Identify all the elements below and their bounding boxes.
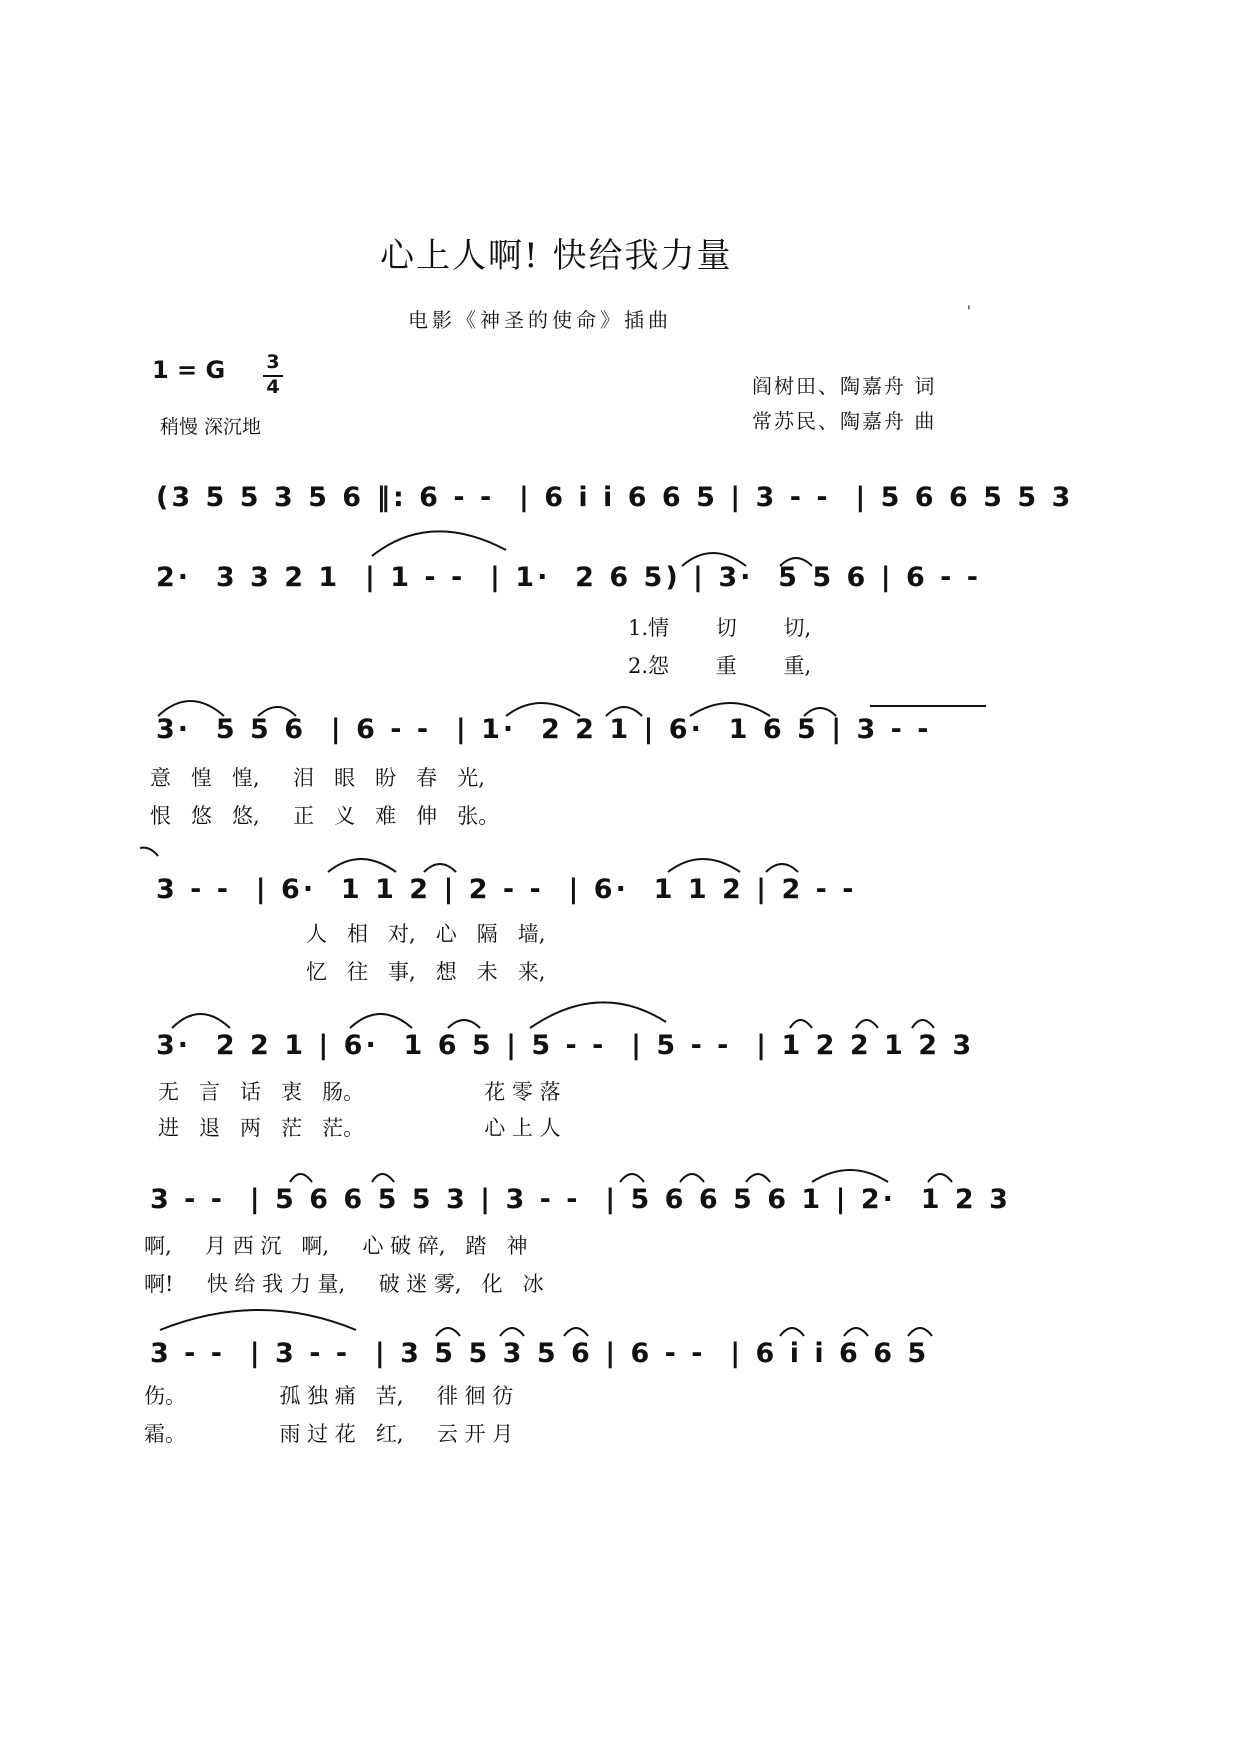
notation-line-2: 2· 3 3 2 1 | 1 - - | 1· 2 6 5) | 3· 5 5 6 | 6 - - (156, 562, 981, 593)
notation-line-4: 3 - - | 6· 1 1 2 | 2 - - | 6· 1 1 2 | 2 - - (156, 874, 857, 905)
lyrics-line-4-verse-2: 忆 往 事, 想 未 来, (306, 960, 546, 984)
slur (682, 553, 746, 566)
stray-mark: ' (967, 304, 971, 320)
slur (746, 1174, 770, 1182)
slur (606, 707, 642, 716)
lyrics-line-2-verse-2: 2.怨 重 重, (628, 654, 812, 678)
time-signature-denominator: 4 (263, 375, 283, 397)
song-title: 心上人啊! 快给我力量 (380, 236, 733, 276)
slur (790, 1020, 812, 1028)
key-signature: 1 = G (152, 356, 226, 384)
slur (844, 1328, 868, 1336)
slur (620, 1174, 644, 1182)
slur (530, 1002, 666, 1028)
slur (564, 1328, 588, 1336)
time-signature-numerator: 3 (266, 351, 280, 373)
slur (290, 1174, 312, 1182)
notation-line-6: 3 - - | 5 6 6 5 5 3 | 3 - - | 5 6 6 5 6 1 | 2· 1 2 3 (150, 1184, 1011, 1215)
slur (140, 848, 158, 856)
slur (424, 864, 456, 872)
lyrics-line-6-verse-1: 啊, 月 西 沉 啊, 心 破 碎, 踏 神 (144, 1234, 528, 1258)
slur (680, 1174, 704, 1182)
lyricist-credit: 阎树田、陶嘉舟 词 (752, 374, 937, 398)
lyrics-line-7-verse-2: 霜。 雨 过 花 红, 云 开 月 (144, 1422, 514, 1446)
lyrics-line-3-verse-2: 恨 悠 悠, 正 义 难 伸 张。 (150, 804, 500, 828)
slur (506, 703, 580, 716)
lyrics-line-4-verse-1: 人 相 对, 心 隔 墙, (306, 922, 546, 946)
composer-credit: 常苏民、陶嘉舟 曲 (752, 409, 937, 433)
slur (856, 1020, 878, 1028)
lyrics-line-5-verse-1: 无 言 话 衷 肠。 花 零 落 (158, 1080, 561, 1104)
notation-line-3: 3· 5 5 6 | 6 - - | 1· 2 2 1 | 6· 1 6 5 | 3 - - (156, 714, 932, 745)
notation-line-1: (3 5 5 3 5 6 ‖: 6 - - | 6 i i 6 6 5 | 3 - - | 5 6 6 5 5 3 (156, 482, 1074, 513)
lyrics-line-2-verse-1: 1.情 切 切, (628, 616, 812, 640)
slur (908, 1328, 932, 1336)
slur (160, 1310, 356, 1330)
slur (766, 864, 798, 872)
slur (436, 1328, 460, 1336)
slur (500, 1328, 524, 1336)
slur (912, 1020, 934, 1028)
slur (812, 1170, 888, 1182)
slur (690, 703, 770, 716)
notation-line-7: 3 - - | 3 - - | 3 5 5 3 5 6 | 6 - - | 6 i i 6 6 5 (150, 1338, 930, 1369)
notation-line-5: 3· 2 2 1 | 6· 1 6 5 | 5 - - | 5 - - | 1 2 2 1 2 3 (156, 1030, 975, 1061)
slur (372, 1174, 394, 1182)
lyrics-line-5-verse-2: 进 退 两 茫 茫。 心 上 人 (158, 1116, 561, 1140)
song-subtitle: 电影《神圣的使命》插曲 (408, 308, 672, 332)
slur (172, 1014, 230, 1028)
slur (350, 1014, 412, 1028)
lyrics-line-6-verse-2: 啊! 快 给 我 力 量, 破 迷 雾, 化 冰 (144, 1272, 544, 1296)
slur (258, 707, 296, 716)
slur (780, 558, 812, 566)
slur (328, 859, 396, 872)
slur (158, 701, 224, 716)
slur (780, 1328, 804, 1336)
slur (928, 1174, 952, 1182)
slur (668, 859, 740, 872)
lyrics-line-3-verse-1: 意 惶 惶, 泪 眼 盼 春 光, (150, 766, 485, 790)
lyrics-line-7-verse-1: 伤。 孤 独 痛 苦, 徘 徊 彷 (144, 1384, 514, 1408)
slur (804, 708, 836, 716)
tempo-marking: 稍慢 深沉地 (160, 416, 262, 438)
slur (372, 531, 506, 556)
slur (448, 1020, 480, 1028)
